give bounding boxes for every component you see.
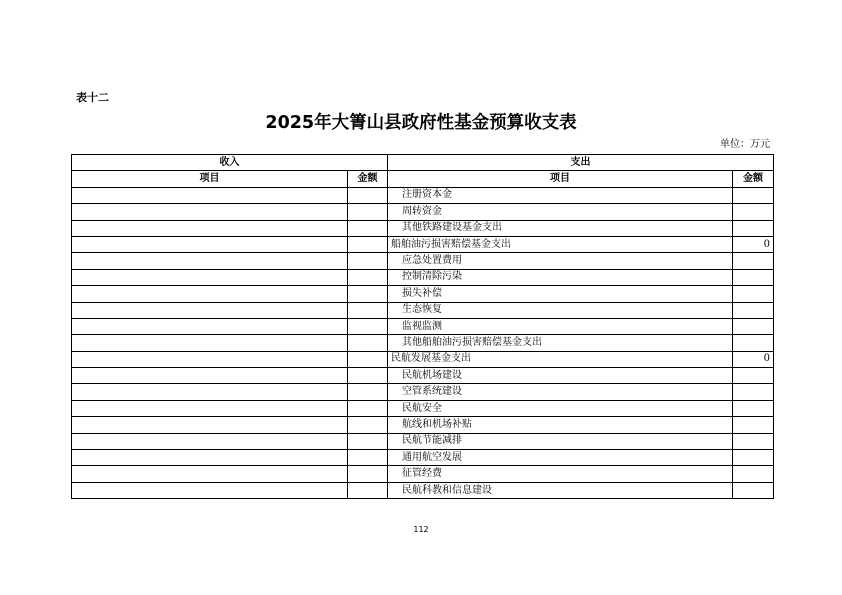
income-item-cell xyxy=(72,187,348,203)
income-amount-cell xyxy=(348,335,388,351)
table-row xyxy=(72,384,774,400)
expenditure-item-cell: 损失补偿 xyxy=(388,286,733,302)
expenditure-amount-cell xyxy=(733,187,774,203)
expenditure-amount-cell xyxy=(733,384,774,400)
expenditure-item-cell: 空管系统建设 xyxy=(388,384,733,400)
expenditure-amount-cell xyxy=(733,302,774,318)
table-row xyxy=(72,351,774,367)
income-item-cell xyxy=(72,482,348,498)
expenditure-item-cell: 控制清除污染 xyxy=(388,269,733,285)
table-row xyxy=(72,302,774,318)
income-amount-cell xyxy=(348,482,388,498)
income-item-cell xyxy=(72,302,348,318)
table-row xyxy=(72,187,774,203)
table-row xyxy=(72,433,774,449)
income-amount-cell xyxy=(348,236,388,252)
expenditure-amount-cell xyxy=(733,318,774,334)
income-amount-cell xyxy=(348,466,388,482)
table-row xyxy=(72,400,774,416)
table-row xyxy=(72,482,774,498)
income-amount-cell xyxy=(348,351,388,367)
table-row xyxy=(72,220,774,236)
section-header-row xyxy=(72,155,774,171)
table-row xyxy=(72,269,774,285)
expenditure-amount-cell xyxy=(733,482,774,498)
income-item-cell xyxy=(72,400,348,416)
expenditure-item-cell: 生态恢复 xyxy=(388,302,733,318)
expenditure-item-cell: 应急处置费用 xyxy=(388,253,733,269)
expenditure-amount-cell xyxy=(733,204,774,220)
table-row xyxy=(72,335,774,351)
income-item-cell xyxy=(72,220,348,236)
expenditure-amount-cell xyxy=(733,433,774,449)
table-row xyxy=(72,286,774,302)
expenditure-item-cell: 周转资金 xyxy=(388,204,733,220)
income-amount-cell xyxy=(348,269,388,285)
expenditure-amount-cell xyxy=(733,450,774,466)
table-row xyxy=(72,368,774,384)
income-amount-cell xyxy=(348,400,388,416)
income-amount-column-header: 金额 xyxy=(348,171,388,187)
page-title: 2025年大箐山县政府性基金预算收支表 xyxy=(265,113,577,133)
expenditure-item-cell: 民航安全 xyxy=(388,400,733,416)
income-item-cell xyxy=(72,351,348,367)
expenditure-item-cell: 其他船舶油污损害赔偿基金支出 xyxy=(388,335,733,351)
expenditure-amount-cell xyxy=(733,269,774,285)
income-item-cell xyxy=(72,335,348,351)
income-item-column-header: 项目 xyxy=(72,171,348,187)
table-row xyxy=(72,417,774,433)
page-number: 112 xyxy=(413,525,429,534)
income-item-cell xyxy=(72,368,348,384)
expenditure-item-cell: 通用航空发展 xyxy=(388,450,733,466)
income-amount-cell xyxy=(348,384,388,400)
expenditure-amount-cell xyxy=(733,368,774,384)
income-amount-cell xyxy=(348,187,388,203)
expenditure-header: 支出 xyxy=(388,155,774,171)
income-item-cell xyxy=(72,450,348,466)
expenditure-item-cell: 注册资本金 xyxy=(388,187,733,203)
expenditure-item-cell: 其他铁路建设基金支出 xyxy=(388,220,733,236)
income-amount-cell xyxy=(348,433,388,449)
income-amount-cell xyxy=(348,417,388,433)
income-item-cell xyxy=(72,433,348,449)
income-amount-cell xyxy=(348,368,388,384)
expenditure-item-cell: 民航发展基金支出 xyxy=(388,351,733,367)
income-item-cell xyxy=(72,384,348,400)
table-row xyxy=(72,204,774,220)
income-amount-cell xyxy=(348,286,388,302)
unit-label: 单位：万元 xyxy=(720,139,770,150)
budget-table xyxy=(71,154,774,499)
income-item-cell xyxy=(72,466,348,482)
income-item-cell xyxy=(72,236,348,252)
expenditure-item-cell: 监视监测 xyxy=(388,318,733,334)
table-row xyxy=(72,450,774,466)
expenditure-item-column-header: 项目 xyxy=(388,171,733,187)
expenditure-amount-cell: 0 xyxy=(733,351,774,367)
expenditure-amount-cell xyxy=(733,335,774,351)
table-row xyxy=(72,236,774,252)
expenditure-item-cell: 征管经费 xyxy=(388,466,733,482)
expenditure-item-cell: 船舶油污损害赔偿基金支出 xyxy=(388,236,733,252)
expenditure-amount-cell xyxy=(733,466,774,482)
expenditure-item-cell: 航线和机场补贴 xyxy=(388,417,733,433)
table-label: 表十二 xyxy=(76,91,109,104)
income-amount-cell xyxy=(348,318,388,334)
expenditure-amount-cell: 0 xyxy=(733,236,774,252)
expenditure-amount-cell xyxy=(733,417,774,433)
expenditure-amount-cell xyxy=(733,253,774,269)
income-item-cell xyxy=(72,318,348,334)
income-item-cell xyxy=(72,269,348,285)
table-row xyxy=(72,253,774,269)
table-row xyxy=(72,318,774,334)
column-header-row xyxy=(72,171,774,187)
income-item-cell xyxy=(72,286,348,302)
income-amount-cell xyxy=(348,253,388,269)
income-header: 收入 xyxy=(72,155,388,171)
income-item-cell xyxy=(72,204,348,220)
expenditure-amount-cell xyxy=(733,400,774,416)
income-item-cell xyxy=(72,253,348,269)
table-row xyxy=(72,466,774,482)
expenditure-item-cell: 民航节能减排 xyxy=(388,433,733,449)
expenditure-amount-column-header: 金额 xyxy=(733,171,774,187)
expenditure-amount-cell xyxy=(733,220,774,236)
income-amount-cell xyxy=(348,302,388,318)
expenditure-amount-cell xyxy=(733,286,774,302)
expenditure-item-cell: 民航科教和信息建设 xyxy=(388,482,733,498)
income-amount-cell xyxy=(348,220,388,236)
income-item-cell xyxy=(72,417,348,433)
income-amount-cell xyxy=(348,204,388,220)
income-amount-cell xyxy=(348,450,388,466)
expenditure-item-cell: 民航机场建设 xyxy=(388,368,733,384)
